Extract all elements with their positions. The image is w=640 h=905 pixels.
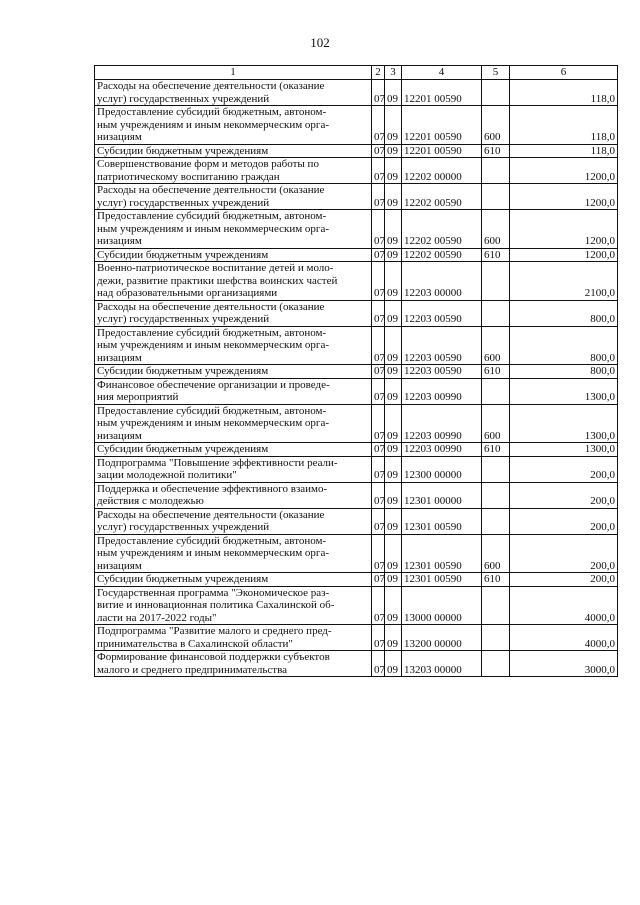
subsection-code-cell: 09 [385,248,402,262]
expense-type-cell: 600 [482,210,510,249]
table-row [95,300,618,326]
table-body [95,80,618,677]
table-row [95,184,618,210]
row-name-line: ным учреждениям и иным некоммерческим орга- [97,222,329,235]
row-name-cell [95,184,372,210]
amount-cell: 800,0 [510,300,618,326]
header-cell: 1 [95,66,372,80]
row-name-line: низациям [97,131,142,143]
row-name-cell [95,651,372,677]
section-code-cell: 07 [372,573,385,587]
row-name-line: Совершенствование форм и методов работы по [97,158,319,170]
subsection-code-cell: 09 [385,106,402,145]
table-header [95,66,618,80]
row-name-cell [95,586,372,625]
target-article-cell: 12201 00590 [402,106,482,145]
table-row [95,534,618,573]
target-article-cell: 13000 00000 [402,586,482,625]
row-name-line: зации молодежной политики" [97,469,237,481]
row-name-line: услуг) государственных учреждений [97,196,270,209]
target-article-cell: 12203 00990 [402,378,482,404]
header-cell: 2 [372,66,385,80]
target-article-cell: 12301 00590 [402,573,482,587]
table-row [95,378,618,404]
row-name-line: ным учреждениям и иным некоммерческим орга- [97,339,329,351]
amount-cell: 3000,0 [510,651,618,677]
section-code-cell: 07 [372,534,385,573]
section-code-cell: 07 [372,404,385,443]
table-row [95,106,618,145]
row-name-line: патриотическому воспитанию граждан [97,170,280,183]
row-name-line: Военно-патриотическое воспитание детей и моло- [97,262,334,274]
row-name-cell [95,262,372,301]
row-name-cell [95,534,372,573]
row-name-line: Государственная программа "Экономическое раз- [97,586,330,599]
amount-cell: 1300,0 [510,378,618,404]
expense-type-cell [482,158,510,184]
amount-cell: 4000,0 [510,625,618,651]
table-row [95,80,618,106]
table-row [95,508,618,534]
row-name-line: над образовательными организациями [97,287,278,299]
expense-type-cell: 610 [482,573,510,587]
row-name-line: низациям [97,429,142,442]
row-name-line: Субсидии бюджетным учреждениям [97,443,269,455]
subsection-code-cell: 09 [385,262,402,301]
subsection-code-cell: 09 [385,456,402,482]
amount-cell: 200,0 [510,482,618,508]
budget-table [94,65,618,677]
row-name-line: принимательства в Сахалинской области" [97,637,293,650]
subsection-code-cell: 09 [385,144,402,158]
table-row [95,326,618,365]
subsection-code-cell: 09 [385,326,402,365]
target-article-cell: 12203 00590 [402,365,482,379]
subsection-code-cell: 09 [385,482,402,508]
target-article-cell: 12300 00000 [402,456,482,482]
amount-cell: 800,0 [510,326,618,365]
section-code-cell: 07 [372,625,385,651]
row-name-line: ния мероприятий [97,391,179,403]
expense-type-cell [482,80,510,106]
expense-type-cell [482,184,510,210]
subsection-code-cell: 09 [385,534,402,573]
section-code-cell: 07 [372,210,385,249]
target-article-cell: 12202 00590 [402,210,482,249]
expense-type-cell [482,262,510,301]
row-name-line: дежи, развитие практики шефства воинских частей [97,274,338,287]
table-row [95,158,618,184]
section-code-cell: 07 [372,456,385,482]
subsection-code-cell: 09 [385,378,402,404]
amount-cell: 1200,0 [510,248,618,262]
amount-cell: 1200,0 [510,210,618,249]
section-code-cell: 07 [372,482,385,508]
row-name-line: Предоставление субсидий бюджетным, автоном- [97,106,327,118]
amount-cell: 118,0 [510,106,618,145]
section-code-cell: 07 [372,184,385,210]
row-name-cell [95,248,372,262]
amount-cell: 200,0 [510,534,618,573]
section-code-cell: 07 [372,378,385,404]
amount-cell: 4000,0 [510,586,618,625]
section-code-cell: 07 [372,106,385,145]
expense-type-cell [482,586,510,625]
row-name-cell [95,456,372,482]
row-name-cell [95,625,372,651]
row-name-line: Расходы на обеспечение деятельности (оказание [97,184,325,196]
row-name-cell [95,144,372,158]
target-article-cell: 12203 00000 [402,262,482,301]
amount-cell: 200,0 [510,508,618,534]
subsection-code-cell: 09 [385,651,402,677]
section-code-cell: 07 [372,248,385,262]
expense-type-cell [482,300,510,326]
amount-cell: 800,0 [510,365,618,379]
table-row [95,365,618,379]
expense-type-cell: 610 [482,248,510,262]
subsection-code-cell: 09 [385,573,402,587]
row-name-line: Расходы на обеспечение деятельности (оказание [97,80,325,92]
target-article-cell: 12301 00000 [402,482,482,508]
expense-type-cell: 600 [482,326,510,365]
expense-type-cell [482,651,510,677]
row-name-line: Поддержка и обеспечение эффективного взаимо- [97,482,328,495]
row-name-cell [95,300,372,326]
subsection-code-cell: 09 [385,508,402,534]
expense-type-cell: 600 [482,534,510,573]
row-name-cell [95,365,372,379]
row-name-line: ным учреждениям и иным некоммерческим орга- [97,118,329,131]
expense-type-cell [482,378,510,404]
subsection-code-cell: 09 [385,365,402,379]
table-row [95,443,618,457]
table-row [95,625,618,651]
table-row [95,262,618,301]
expense-type-cell: 610 [482,443,510,457]
header-cell: 6 [510,66,618,80]
row-name-cell [95,573,372,587]
row-name-line: Предоставление субсидий бюджетным, автоном- [97,404,327,417]
amount-cell: 1200,0 [510,184,618,210]
section-code-cell: 07 [372,651,385,677]
section-code-cell: 07 [372,508,385,534]
header-cell: 5 [482,66,510,80]
expense-type-cell [482,482,510,508]
expense-type-cell: 600 [482,106,510,145]
target-article-cell: 12201 00590 [402,144,482,158]
amount-cell: 2100,0 [510,262,618,301]
section-code-cell: 07 [372,158,385,184]
subsection-code-cell: 09 [385,158,402,184]
table-row [95,210,618,249]
row-name-line: низациям [97,559,142,572]
row-name-cell [95,210,372,249]
section-code-cell: 07 [372,443,385,457]
table-row [95,144,618,158]
target-article-cell: 12203 00990 [402,404,482,443]
subsection-code-cell: 09 [385,184,402,210]
target-article-cell: 12203 00590 [402,300,482,326]
target-article-cell: 12201 00590 [402,80,482,106]
expense-type-cell [482,508,510,534]
section-code-cell: 07 [372,300,385,326]
row-name-line: Формирование финансовой поддержки субъектов [97,651,330,663]
row-name-line: низациям [97,351,142,364]
row-name-line: Субсидии бюджетным учреждениям [97,573,269,585]
row-name-line: Расходы на обеспечение деятельности (оказание [97,508,325,521]
target-article-cell: 13200 00000 [402,625,482,651]
row-name-cell [95,158,372,184]
row-name-line: ным учреждениям и иным некоммерческим орга- [97,547,329,559]
table-row [95,248,618,262]
subsection-code-cell: 09 [385,210,402,249]
expense-type-cell: 600 [482,404,510,443]
row-name-line: услуг) государственных учреждений [97,521,270,533]
row-name-cell [95,404,372,443]
table-row [95,651,618,677]
row-name-line: Предоставление субсидий бюджетным, автоном- [97,534,327,547]
header-cell: 3 [385,66,402,80]
subsection-code-cell: 09 [385,443,402,457]
subsection-code-cell: 09 [385,300,402,326]
row-name-line: услуг) государственных учреждений [97,92,270,105]
row-name-line: Субсидии бюджетным учреждениям [97,365,269,377]
row-name-line: Субсидии бюджетным учреждениям [97,248,269,261]
row-name-cell [95,508,372,534]
table-row [95,573,618,587]
row-name-line: ным учреждениям и иным некоммерческим орга- [97,417,329,429]
amount-cell: 1300,0 [510,443,618,457]
target-article-cell: 12203 00990 [402,443,482,457]
row-name-line: Субсидии бюджетным учреждениям [97,144,269,157]
subsection-code-cell: 09 [385,625,402,651]
amount-cell: 200,0 [510,456,618,482]
amount-cell: 118,0 [510,80,618,106]
expense-type-cell [482,456,510,482]
row-name-line: витие и инновационная политика Сахалинской об- [97,599,335,611]
row-name-line: Финансовое обеспечение организации и проведе- [97,378,330,391]
subsection-code-cell: 09 [385,404,402,443]
row-name-cell [95,443,372,457]
subsection-code-cell: 09 [385,80,402,106]
target-article-cell: 12202 00000 [402,158,482,184]
row-name-line: низациям [97,235,142,247]
target-article-cell: 12202 00590 [402,248,482,262]
row-name-cell [95,482,372,508]
row-name-line: Подпрограмма "Развитие малого и среднего пред- [97,625,332,637]
row-name-line: услуг) государственных учреждений [97,313,270,325]
section-code-cell: 07 [372,80,385,106]
row-name-cell [95,106,372,145]
row-name-cell [95,326,372,365]
amount-cell: 1300,0 [510,404,618,443]
section-code-cell: 07 [372,262,385,301]
amount-cell: 118,0 [510,144,618,158]
amount-cell: 1200,0 [510,158,618,184]
section-code-cell: 07 [372,365,385,379]
expense-type-cell [482,625,510,651]
row-name-cell [95,378,372,404]
row-name-line: Подпрограмма "Повышение эффективности реали- [97,456,338,469]
table-row [95,586,618,625]
section-code-cell: 07 [372,326,385,365]
section-code-cell: 07 [372,144,385,158]
row-name-line: Предоставление субсидий бюджетным, автоном- [97,210,327,222]
header-cell: 4 [402,66,482,80]
table-row [95,482,618,508]
table-row [95,456,618,482]
amount-cell: 200,0 [510,573,618,587]
row-name-line: ласти на 2017-2022 годы" [97,611,217,624]
target-article-cell: 12203 00590 [402,326,482,365]
row-name-line: Расходы на обеспечение деятельности (оказание [97,300,325,313]
target-article-cell: 12301 00590 [402,534,482,573]
page-number: 102 [310,35,330,50]
section-code-cell: 07 [372,586,385,625]
table-row [95,404,618,443]
target-article-cell: 13203 00000 [402,651,482,677]
target-article-cell: 12202 00590 [402,184,482,210]
target-article-cell: 12301 00590 [402,508,482,534]
row-name-line: малого и среднего предпринимательства [97,663,288,676]
expense-type-cell: 610 [482,144,510,158]
row-name-line: действия с молодежью [97,495,204,507]
row-name-line: Предоставление субсидий бюджетным, автоном- [97,326,327,339]
row-name-cell [95,80,372,106]
expense-type-cell: 610 [482,365,510,379]
subsection-code-cell: 09 [385,586,402,625]
